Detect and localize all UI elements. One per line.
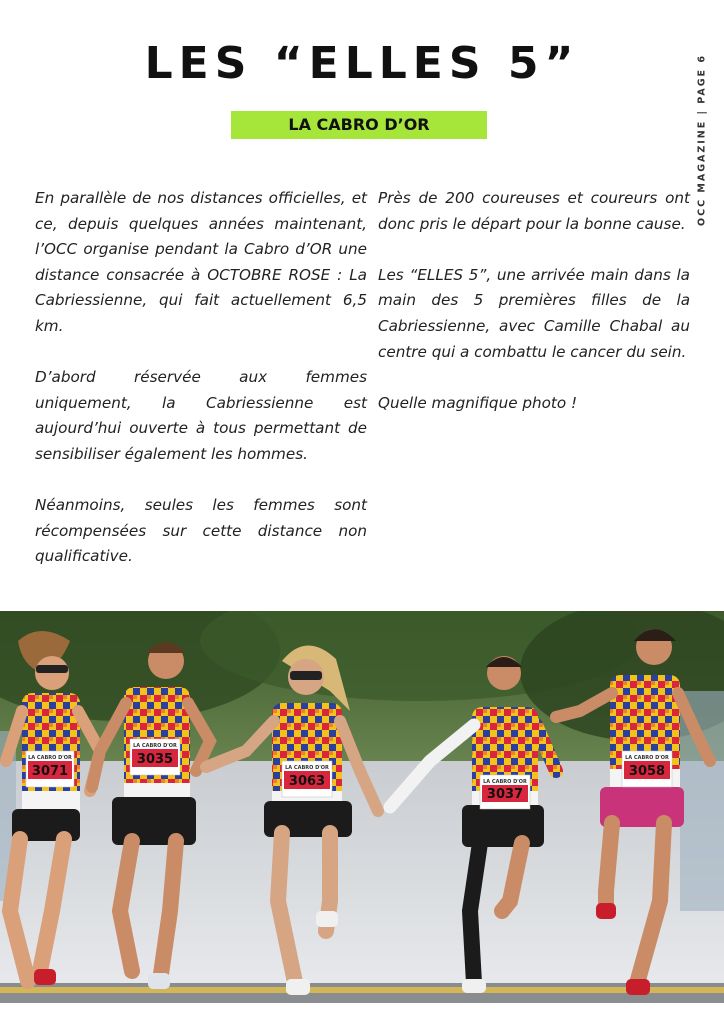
bib-race: LA CABRO D'OR <box>625 755 669 761</box>
bib-number: 3063 <box>288 774 326 789</box>
article-left-column <box>35 186 367 596</box>
paragraph: En parallèle de nos distances officielles, et ce, depuis quelques années maintenant, l’OCC organise pendant la Cabro d’OR une distance consacrée à OCTOBRE ROSE : La Cabriessienne, qui fait actuellement 6,5 km. <box>35 189 367 335</box>
bib-race: LA CABRO D'OR <box>28 755 72 761</box>
paragraph: Quelle magnifique photo ! <box>378 393 578 412</box>
paragraph: Les “ELLES 5”, une arrivée main dans la main des 5 premières filles de la Cabriessienne, avec Camille Chabal au centre qui a combattu le cancer du sein. <box>378 265 690 361</box>
bib-number: 3071 <box>31 764 69 779</box>
race-bib <box>130 739 180 775</box>
bib-race: LA CABRO D'OR <box>483 779 527 785</box>
side-label <box>692 54 712 226</box>
race-bib <box>26 751 74 787</box>
bib-number: 3035 <box>136 752 174 767</box>
side-label-text: OCC MAGAZINE | PAGE 6 <box>696 54 708 226</box>
paragraph: Près de 200 coureuses et coureurs ont donc pris le départ pour la bonne cause. <box>378 189 690 233</box>
bib-number: 3037 <box>486 787 524 802</box>
paragraph: Néanmoins, seules les femmes sont récompensées sur cette distance non qualificative. <box>35 496 367 566</box>
race-bib <box>480 775 530 809</box>
race-bib <box>282 761 332 797</box>
race-bib <box>622 751 672 787</box>
page-title: LES “ELLES 5” <box>144 38 580 89</box>
bib-race: LA CABRO D'OR <box>133 743 177 749</box>
bib-number: 3058 <box>628 764 666 779</box>
paragraph: D’abord réservée aux femmes uniquement, la Cabriessienne est aujourd’hui ouverte à tous permettant de sensibiliser également les hommes. <box>35 368 367 463</box>
section-subtitle: LA CABRO D’OR <box>231 111 487 139</box>
bib-race: LA CABRO D'OR <box>285 765 329 771</box>
article-right-column <box>378 186 690 442</box>
runners-photo <box>0 611 724 1003</box>
